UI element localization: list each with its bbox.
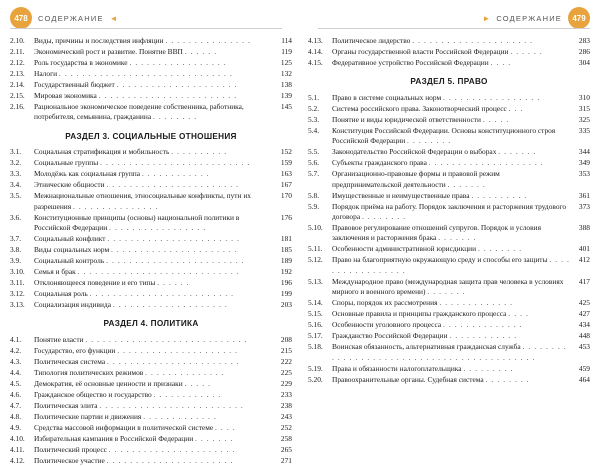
toc-entry-page: 208 [280,334,292,344]
toc-entry[interactable] [308,244,590,254]
toc-entry-title: Споры, порядок их рассмотрения . . . . . . . . . . . . . [332,298,514,308]
toc-entry[interactable] [10,456,292,466]
toc-entry[interactable] [308,58,590,68]
leader-dots: . . . . . . . . . . . . . . . . . . . . . [117,345,239,355]
leader-dots: . . . . . . . . . . . . . . . . . . . . . . . . . . . . . . . . . . . . . . . . . . . [332,342,567,362]
toc-entry-page: 203 [280,300,292,310]
toc-entry-page: 222 [280,356,292,366]
leader-dots: . . . . . . . . . . . . . . . . . . . . . . . . [98,91,238,100]
toc-entry[interactable] [10,300,292,310]
leader-dots: . . . . . . . . . . . . . . . . . . . . . . . [107,234,241,244]
folio-right: 479 [568,7,590,29]
leader-dots: . . . . . . . . . . . . . . . . . . . . . . [110,245,238,255]
toc-entry-title: Налоги . . . . . . . . . . . . . . . . . . . . . . . . . . . . . . [34,69,233,78]
toc-entry-title: Политический процесс . . . . . . . . . . . . . . . . . . . . . . [34,444,236,454]
toc-entry-number: 3.7. [10,234,22,244]
toc-entry-page: 335 [578,125,590,135]
toc-group-section4 [10,335,292,466]
toc-entry[interactable] [308,47,590,57]
toc-entry-number: 5.3. [308,114,320,124]
toc-entry-number: 5.5. [308,147,320,157]
leader-dots: . . . . . . . . . . . . . . . . . . . . . [412,36,534,45]
toc-entry-page: 401 [578,244,590,254]
toc-entry-page: 315 [578,103,590,113]
toc-entry-title: Политическое участие . . . . . . . . . . . . . . . . . . . . . . [34,455,234,465]
toc-entry-page: 145 [280,102,292,111]
toc-entry-title: Особенности административной юрисдикции . . . . . . . . [332,244,523,254]
toc-entry-number: 4.14. [308,47,323,56]
toc-entry[interactable] [10,289,292,299]
toc-entry-page: 243 [280,411,292,421]
toc-entry-number: 3.10. [10,267,25,277]
toc-entry[interactable] [308,36,590,46]
toc-entry-title: Социальный контроль . . . . . . . . . . . . . . . . . . . . . . . . [34,256,245,266]
toc-entry-title: Избирательная кампания в Российской Федерации . . . . . . . [34,433,234,443]
leader-dots: . . . . . . . . . . . . . . . . . . . . . . . . . . . . . . [58,69,233,78]
toc-entry-title: Международное право (международная защита прав человека в условиях мирного и военного времени) . . . . . . . [332,276,564,297]
leader-dots: . . . . . . [157,278,190,288]
toc-entry-number: 3.11. [10,278,25,288]
toc-entry-number: 5.9. [308,201,320,211]
toc-entry[interactable] [308,331,590,341]
toc-entry-page: 325 [578,114,590,124]
toc-entry[interactable] [308,320,590,330]
toc-entry-number: 5.13. [308,276,323,286]
leader-dots: . . . . . . . . . . . . . . . . . [129,58,227,67]
toc-entry-number: 5.17. [308,331,323,341]
toc-entry[interactable] [10,256,292,266]
toc-entry-page: 349 [578,158,590,168]
toc-entry-page: 412 [578,255,590,265]
toc-entry[interactable] [308,255,590,276]
toc-entry[interactable] [10,412,292,422]
toc-entry-page: 185 [280,245,292,255]
toc-entry-page: 181 [280,234,292,244]
leader-dots: . . . . . . . . . . . . . . . . . . . . . . . . . . [100,158,251,168]
toc-entry-number: 5.8. [308,190,320,200]
toc-entry-title: Имущественные и неимущественные права . . . . . . . . . . [332,190,528,200]
toc-entry-title: Гражданское общество и государство . . . . . . . . . . . . [34,389,222,399]
toc-entry-number: 4.12. [10,455,25,465]
toc-entry-page: 434 [578,320,590,330]
toc-entry-title: Порядок приёма на работу. Порядок заключения и расторжения трудового договора . . . . . . . . [332,201,567,222]
toc-entry[interactable] [308,191,590,201]
leader-dots: . . . . . . . . . . . . [141,169,210,179]
toc-entry[interactable] [308,147,590,157]
leader-dots: . . . . . . . [427,287,466,297]
toc-entry-page: 453 [578,342,590,352]
toc-entry-page: 152 [280,147,292,157]
toc-entry-title: Социальная роль . . . . . . . . . . . . . . . . . . . . . . . . . [34,289,235,299]
toc-entry-number: 2.10. [10,36,25,45]
toc-column-right [308,36,590,431]
toc-entry-page: 189 [280,256,292,266]
toc-entry[interactable] [10,445,292,455]
leader-dots: . . . . . . . . . . . . . [439,298,514,308]
toc-entry-page: 233 [280,389,292,399]
toc-entry-number: 4.2. [10,345,22,355]
leader-dots: . . . . . . . . . . . . [449,331,518,341]
toc-entry-page: 132 [280,69,292,78]
toc-entry-title: Правоохранительные органы. Судебная система . . . . . . . . [332,374,530,384]
toc-entry[interactable] [10,102,292,123]
leader-dots: . . . . . . . . . . . . . . . . . [443,92,541,102]
leader-dots: . . . . . . . . . . . . . . . . . [332,255,571,275]
toc-entry-number: 4.6. [10,389,22,399]
toc-entry[interactable] [10,180,292,190]
leader-dots: . . . . . . . [447,179,486,189]
toc-entry[interactable] [10,423,292,433]
toc-entry[interactable] [308,309,590,319]
toc-entry[interactable] [10,69,292,79]
toc-entry-title: Права и обязанности налогоплательщика . . . . . . . . . [332,363,514,373]
toc-entry[interactable] [10,267,292,277]
toc-entry-title: Социальный конфликт . . . . . . . . . . . . . . . . . . . . . . . [34,234,241,244]
toc-entry-number: 4.11. [10,444,25,454]
toc-entry[interactable] [308,126,590,147]
toc-entry-page: 114 [281,36,292,45]
toc-entry-number: 4.5. [10,378,22,388]
arrow-left-icon: ◄ [109,13,118,23]
toc-entry[interactable] [10,80,292,90]
toc-entry[interactable] [10,147,292,157]
toc-entry-title: Виды, причины и последствия инфляции . . . . . . . . . . . . . . . [34,36,251,45]
running-head-rule-left [10,28,282,29]
toc-entry[interactable] [10,346,292,356]
toc-entry-title: Отклоняющееся поведение и его типы . . . . . . [34,278,190,288]
toc-entry[interactable] [10,58,292,68]
leader-dots: . . . . . . . . [407,136,452,146]
leader-dots: . . . . . . . . . . . . . . [145,367,225,377]
toc-entry-number: 5.2. [308,103,320,113]
toc-entry-number: 5.10. [308,223,323,233]
toc-entry-page: 353 [578,169,590,179]
toc-entry-page: 238 [280,400,292,410]
leader-dots: . . . . . [184,378,212,388]
toc-entry-page: 252 [280,422,292,432]
toc-entry-number: 4.3. [10,356,22,366]
toc-entry-page: 176 [280,212,292,222]
toc-entry-page: 258 [280,433,292,443]
toc-entry-page: 361 [578,190,590,200]
toc-entry-page: 425 [578,298,590,308]
toc-group-section5 [308,93,590,385]
toc-entry-title: Субъекты гражданского права . . . . . . . . . . . . . . . . . . . . [332,158,544,168]
toc-entry-title: Федеративное устройство Российской Федерации . . . . [332,58,512,67]
toc-entry-page: 344 [578,147,590,157]
toc-entry-title: Политическое лидерство . . . . . . . . . . . . . . . . . . . . . [332,36,534,45]
section-heading-4: РАЗДЕЛ 4. ПОЛИТИКА [103,319,199,329]
toc-entry[interactable] [10,357,292,367]
leader-dots: . . . . . . . . . . . . . . . . . . . . . . [106,455,234,465]
toc-entry[interactable] [10,278,292,288]
toc-entry-page: 139 [280,91,292,100]
leader-dots: . . . . . . . . . . [171,147,228,157]
toc-entry-title: Государственный бюджет . . . . . . . . . . . . . . . . . . . . . [34,80,238,89]
leader-dots: . . . . . . . . . . [471,190,528,200]
section-heading-3: РАЗДЕЛ 3. СОЦИАЛЬНЫЕ ОТНОШЕНИЯ [65,131,237,141]
toc-entry[interactable] [308,169,590,190]
toc-entry[interactable] [10,91,292,101]
toc-entry-page: 271 [280,455,292,465]
section-heading-5: РАЗДЕЛ 5. ПРАВО [410,77,488,87]
toc-entry-page: 163 [280,169,292,179]
toc-entry-title: Этнические общности . . . . . . . . . . . . . . . . . . . . . . . [34,180,240,190]
leader-dots: . . . . . . . . . . . . . . . . . . . . . . [108,444,236,454]
toc-entry[interactable] [308,298,590,308]
toc-entry-number: 2.13. [10,69,25,78]
arrow-right-icon: ► [482,13,491,23]
toc-entry-title: Рациональное экономическое поведение собственника, работника, потребителя, семьянина, гражданина . . . . . . . . [34,102,244,122]
toc-entry-number: 2.14. [10,80,25,89]
toc-entry-number: 3.1. [10,147,22,157]
leader-dots: . . . . . [482,114,510,124]
toc-entry-title: Гражданство Российской Федерации . . . . . . . . . . . . [332,331,518,341]
toc-entry[interactable] [10,158,292,168]
toc-entry-number: 3.9. [10,256,22,266]
toc-entry-title: Средства массовой информации в политической системе . . . . [34,422,236,432]
toc-entry-number: 4.9. [10,422,22,432]
toc-entry-page: 464 [578,374,590,384]
toc-entry-title: Правовое регулирование отношений супругов. Порядок и условия заключения и расторжения брака . . . . . . . [332,223,541,243]
toc-entry-number: 4.13. [308,36,323,45]
leader-dots: . . . . . . . . . . . . . . . . . . . . . . . . [106,256,245,266]
toc-entry-number: 4.15. [308,58,323,67]
leader-dots: . . . . . . . . . . . . . . . . . . . . . . . . . [89,289,235,299]
toc-entry-page: 167 [280,180,292,190]
toc-entry-title: Особенности уголовного процесса . . . . . . . . . . . . . . [332,320,523,330]
leader-dots: . . . . . . . . . . . . [153,389,222,399]
toc-entry-title: Политические партии и движения . . . . . . . . . . . . . [34,411,217,421]
toc-entry-number: 5.4. [308,125,320,135]
toc-entry-title: Мировая экономика . . . . . . . . . . . . . . . . . . . . . . . . [34,91,238,100]
toc-entry-number: 4.1. [10,334,22,344]
toc-entry-page: 304 [578,58,590,67]
running-head-rule-right [318,28,590,29]
toc-group-section3 [10,147,292,310]
toc-entry-title: Понятие власти . . . . . . . . . . . . . . . . . . . . . . . . . . . . [34,334,248,344]
toc-entry[interactable] [308,202,590,223]
toc-columns [10,36,590,465]
toc-entry-number: 5.6. [308,158,320,168]
toc-entry-number: 5.12. [308,255,323,265]
toc-entry-page: 310 [578,92,590,102]
toc-entry-number: 4.8. [10,411,22,421]
toc-entry[interactable] [10,47,292,57]
toc-entry-page: 373 [578,201,590,211]
toc-entry-number: 4.7. [10,400,22,410]
leader-dots: . . . . [490,58,512,67]
toc-entry-number: 2.11. [10,47,25,56]
toc-entry-page: 196 [280,278,292,288]
toc-entry[interactable] [308,364,590,374]
toc-entry[interactable] [10,335,292,345]
toc-entry-title: Конституция Российской Федерации. Основы конституционного строя Российской Федерации . . . . . . . . [332,125,556,146]
toc-entry-title: Конституционные принципы (основы) национальной политики в Российской Федерации . . . . . . . . . . . . . . . . . [34,212,240,233]
toc-entry-page: 199 [280,289,292,299]
running-head-right-text: СОДЕРЖАНИЕ [496,13,562,23]
toc-entry-number: 5.16. [308,320,323,330]
running-head-left-text: СОДЕРЖАНИЕ [38,13,104,23]
toc-entry-number: 2.12. [10,58,25,67]
toc-entry-page: 119 [281,47,292,56]
toc-entry-title: Право в системе социальных норм . . . . . . . . . . . . . . . . . [332,92,541,102]
toc-entry-number: 5.14. [308,298,323,308]
toc-entry-title: Понятие и виды юридической ответственности . . . . . [332,114,510,124]
toc-entry-number: 4.10. [10,433,25,443]
leader-dots: . . . . . . . [498,147,537,157]
toc-entry-title: Роль государства в экономике . . . . . . . . . . . . . . . . . [34,58,227,67]
toc-entry-title: Воинская обязанность, альтернативная гражданская служба . . . . . . . . . . . . . . . . . . . . . . . . . . . . . . . . . . . . . . . . . . . [332,342,567,362]
leader-dots: . . . . . . . . . . . . . . . . . . . . [112,300,228,310]
toc-entry[interactable] [308,342,590,363]
toc-entry-page: 283 [578,36,590,45]
toc-entry-page: 138 [280,80,292,89]
leader-dots: . . . . . . . . . . . . . . . . . . . . . [116,80,238,89]
toc-group-politics-tail [308,36,590,68]
toc-entry-title: Основные правила и принципы гражданского процесса . . . . [332,309,529,319]
leader-dots: . . . . . . . . . . . . . . . . . . . . . . . . . [99,400,244,410]
leader-dots: . . . [508,103,524,113]
leader-dots: . . . . . . . . [477,244,523,254]
toc-entry[interactable] [10,434,292,444]
toc-entry[interactable] [10,213,292,234]
folio-left: 478 [10,7,32,29]
toc-entry-number: 5.18. [308,342,323,352]
toc-entry-number: 3.8. [10,245,22,255]
running-head-left [10,6,118,30]
toc-entry-title: Органы государственной власти Российской Федерации . . . . . . [332,47,543,56]
toc-entry-page: 170 [280,191,292,201]
leader-dots: . . . . . . . . . . . . . . . . . . . . . . . . . . . . [85,334,248,344]
toc-entry-number: 5.19. [308,363,323,373]
leader-dots: . . . . . . . . . . . . . . . . . . . . . . . [107,356,240,366]
toc-entry-page: 125 [280,58,292,67]
toc-column-left [10,36,292,465]
toc-entry-title: Семья и брак . . . . . . . . . . . . . . . . . . . . . . . . . . . . [34,267,240,277]
toc-entry-page: 448 [578,331,590,341]
leader-dots: . . . . . . . . [485,374,530,384]
leader-dots: . . . . . . . [438,233,477,243]
leader-dots: . . . . . . [184,47,218,56]
toc-entry-number: 3.5. [10,191,22,201]
toc-entry-page: 159 [280,158,292,168]
leader-dots: . . . . . . . . . [463,363,514,373]
toc-entry[interactable] [10,191,292,212]
toc-entry-page: 265 [280,444,292,454]
toc-entry-number: 3.4. [10,180,22,190]
toc-entry-title: Социальные группы . . . . . . . . . . . . . . . . . . . . . . . . . . [34,158,251,168]
toc-entry-title: Экономический рост и развитие. Понятие ВВП . . . . . . [34,47,218,56]
toc-entry-number: 3.13. [10,300,25,310]
leader-dots: . . . . . . . . . . . . . . . . . . . . . . . [106,180,240,190]
leader-dots: . . . . . . . . . . . . . . . [73,201,159,211]
leader-dots: . . . . . . . . [152,112,198,122]
toc-entry-page: 225 [280,367,292,377]
toc-entry[interactable] [308,375,590,385]
toc-entry-number: 4.4. [10,367,22,377]
leader-dots: . . . . . . [510,47,543,56]
toc-entry[interactable] [10,234,292,244]
toc-entry-title: Межнациональные отношения, этносоциальные конфликты, пути их разрешения . . . . . . . . . . . . . . . [34,191,251,211]
leader-dots: . . . . . . . . . . . . . . . . . [109,223,207,233]
toc-entry[interactable] [10,245,292,255]
toc-entry-title: Государство, его функции . . . . . . . . . . . . . . . . . . . . . [34,345,239,355]
toc-entry-number: 3.12. [10,289,25,299]
toc-entry-title: Политическая элита . . . . . . . . . . . . . . . . . . . . . . . . . [34,400,244,410]
toc-entry-page: 229 [280,378,292,388]
toc-entry-page: 215 [280,345,292,355]
toc-entry-number: 5.15. [308,309,323,319]
toc-entry-title: Демократия, её основные ценности и признаки . . . . . [34,378,212,388]
toc-entry-title: Система российского права. Законотворческий процесс . . . [332,103,524,113]
toc-entry[interactable] [10,36,292,46]
toc-entry-page: 388 [578,223,590,233]
toc-entry-number: 5.1. [308,92,320,102]
leader-dots: . . . . . . . . . . . . . . . [165,36,251,45]
toc-entry-page: 427 [578,309,590,319]
toc-entry-title: Социализация индивида . . . . . . . . . . . . . . . . . . . . [34,300,228,310]
toc-entry-title: Политическая система . . . . . . . . . . . . . . . . . . . . . . . [34,356,240,366]
leader-dots: . . . . . . . . . . . . . . . . . . . . [428,158,544,168]
leader-dots: . . . . . . . . . . . . . . . . . . . . . . . . . . . . [77,267,240,277]
toc-entry[interactable] [10,401,292,411]
toc-entry-title: Молодёжь как социальная группа . . . . . . . . . . . . [34,169,210,179]
toc-entry-title: Право на благоприятную окружающую среду и способы его защиты . . . . . . . . . . . . . . . . . [332,255,571,275]
toc-entry-page: 286 [578,47,590,56]
toc-entry-number: 2.15. [10,91,25,100]
toc-entry-title: Организационно-правовые формы и правовой режим предпринимательской деятельности . . . . . . . [332,169,500,189]
toc-entry[interactable] [10,390,292,400]
leader-dots: . . . . [508,309,529,319]
toc-entry-page: 417 [578,276,590,286]
leader-dots: . . . . . . . . . . . . . [143,411,217,421]
toc-entry[interactable] [308,158,590,168]
toc-entry[interactable] [10,368,292,378]
toc-entry-title: Типология политических режимов . . . . . . . . . . . . . . [34,367,225,377]
toc-entry[interactable] [308,115,590,125]
toc-entry-number: 5.7. [308,169,320,179]
toc-entry-number: 5.11. [308,244,323,254]
toc-entry[interactable] [10,379,292,389]
leader-dots: . . . . . . . [195,433,234,443]
toc-entry[interactable] [308,93,590,103]
toc-entry-page: 459 [578,363,590,373]
toc-entry-number: 3.3. [10,169,22,179]
toc-entry-title: Виды социальных норм . . . . . . . . . . . . . . . . . . . . . . [34,245,238,255]
toc-group-economy-tail [10,36,292,123]
toc-entry-number: 5.20. [308,374,323,384]
toc-entry[interactable] [10,169,292,179]
toc-entry-page: 192 [280,267,292,277]
leader-dots: . . . . . . . . [361,212,407,222]
leader-dots: . . . . . . . . . . . . . . [442,320,523,330]
leader-dots: . . . . [215,422,236,432]
toc-entry[interactable] [308,104,590,114]
toc-entry[interactable] [308,223,590,244]
toc-entry-number: 3.2. [10,158,22,168]
toc-entry-number: 2.16. [10,102,25,111]
toc-entry-number: 3.6. [10,212,22,222]
toc-entry[interactable] [308,277,590,298]
toc-entry-title: Законодательство Российской Федерации о выборах . . . . . . . [332,147,537,157]
running-head-right [482,6,590,30]
toc-entry-title: Социальная стратификация и мобильность . . . . . . . . . . [34,147,228,157]
